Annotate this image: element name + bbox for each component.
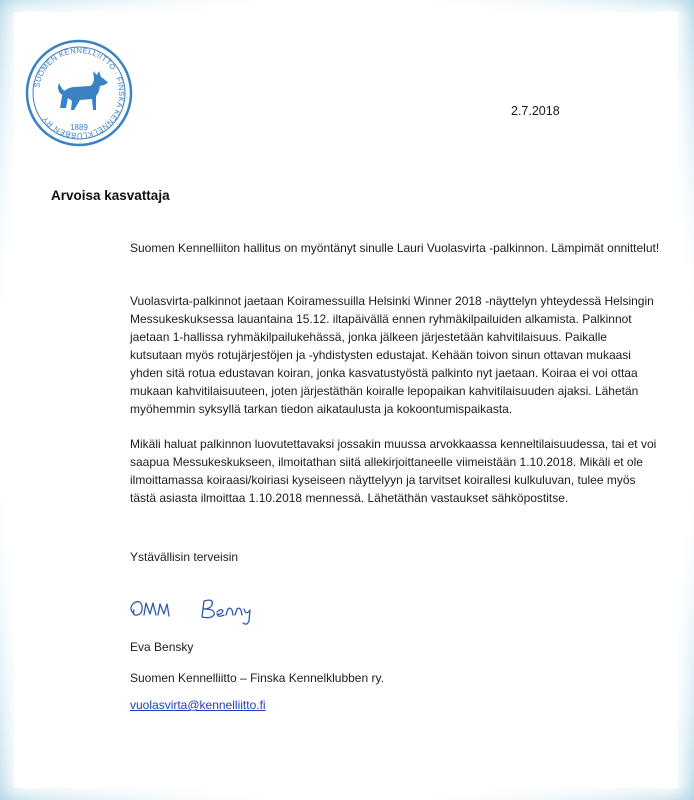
dog-icon [58,71,108,110]
logo-year: 1889 [70,123,88,132]
paragraph-3: Mikäli haluat palkinnon luovutettavaksi jossakin muussa arvokkaassa kenneltilaisuudessa, tai et voi saapua Messukeskukseen, ilmoitathan siitä allekirjoittaneelle viimeistään 1.10.2018. Mikäli et ole ilmoittamassa koiraasi/koiriasi kyseiseen näyttelyyn ja tarvitset koirallesi kulkuluvan, tulee myös tästä asiasta ilmoittaa 1.10.2018 mennessä. Lähetäthän vastaukset sähköpostitse. [130,437,657,505]
kennel-club-logo [24,38,134,148]
signer-name: Eva Bensky [130,640,194,654]
paragraph-1: Suomen Kennelliiton hallitus on myöntänyt sinulle Lauri Vuolasvirta -palkinnon. Lämpimät onnittelut! [130,241,660,255]
paragraph-2: Vuolasvirta-palkinnot jaetaan Koiramessuilla Helsinki Winner 2018 -näyttelyn yhteydessä Helsingin Messukeskuksessa lauantaina 15.12. iltapäivällä ennen ryhmäkilpailuiden alkamista. Palkinnot jaetaan 1-hallissa ryhmäkilpailukehässä, jonka jälkeen järjestetään kahvitilaisuus. Paikalle kutsutaan myös rotujärjestöjen ja -yhdistysten edustajat. Kehään toivon sinun ottavan mukaasi yhden sitä rotua edustavan koiran, jonka kasvatustyöstä palkinto nyt jaetaan. Koiraa ei voi ottaa mukaan kahvitilaisuuteen, joten järjestäthän koiralle lepopaikan kahvitilaisuuden ajaksi. Lähetän myöhemmin syksyllä tarkan tiedon aikataulusta ja kokoontumispaikasta. [130,294,654,416]
closing-phrase: Ystävällisin terveisin [130,550,239,564]
greeting-heading: Arvoisa kasvattaja [51,188,170,203]
letter-page [14,12,678,788]
handwritten-signature [122,590,282,630]
logo-circle-text: SUOMEN KENNELLIITTO · FINSKA KENNELKLUBBEN RY [32,45,127,141]
letter-date: 2.7.2018 [511,104,560,118]
email-link[interactable]: vuolasvirta@kennelliitto.fi [130,698,266,712]
organization-name: Suomen Kennelliitto – Finska Kennelklubben ry. [130,671,384,685]
